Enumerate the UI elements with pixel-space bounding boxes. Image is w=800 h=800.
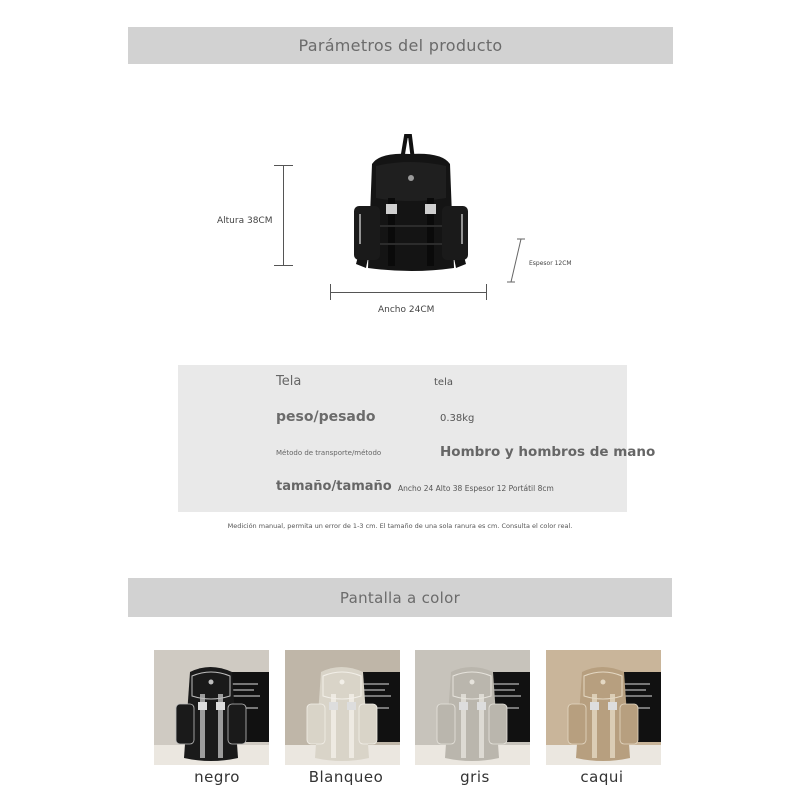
spec-label-weight: peso/pesado — [276, 409, 376, 425]
spec-value-size: Ancho 24 Alto 38 Espesor 12 Portátil 8cm — [398, 484, 554, 493]
section-title: Pantalla a color — [339, 588, 461, 607]
width-label: Ancho 24CM — [378, 305, 435, 315]
section-header-colors — [128, 578, 672, 617]
color-swatch-khaki[interactable] — [546, 650, 661, 765]
depth-label: Espesor 12CM — [529, 260, 572, 267]
spec-value-weight: 0.38kg — [440, 413, 475, 424]
measurement-note: Medición manual, permita un error de 1-3 cm. El tamaño de una sola ranura es cm. Consulta el color real. — [227, 522, 573, 530]
depth-line — [505, 236, 527, 286]
color-label: caqui — [580, 768, 624, 786]
color-swatch-black[interactable] — [154, 650, 269, 765]
spec-value-carry: Hombro y hombros de mano — [440, 444, 656, 460]
color-label: Blanqueo — [308, 768, 384, 786]
dimension-line-horizontal — [330, 292, 487, 293]
dimension-cap-bottom — [274, 265, 293, 266]
backpack-image — [350, 134, 472, 276]
spec-table — [178, 365, 656, 512]
color-label: negro — [194, 768, 240, 786]
spec-label-carry: Método de transporte/método — [276, 449, 382, 457]
dimension-cap-right — [486, 284, 487, 300]
spec-label-fabric: Tela — [276, 374, 302, 389]
color-swatch-white[interactable] — [285, 650, 400, 765]
color-label: gris — [460, 768, 490, 786]
height-label: Altura 38CM — [217, 216, 273, 226]
section-title: Parámetros del producto — [298, 36, 503, 55]
spec-label-size: tamaño/tamaño — [276, 479, 392, 494]
section-header-parameters — [128, 27, 673, 64]
spec-value-fabric: tela — [434, 377, 453, 388]
dimension-line-vertical — [283, 165, 284, 265]
color-swatch-gray[interactable] — [415, 650, 530, 765]
